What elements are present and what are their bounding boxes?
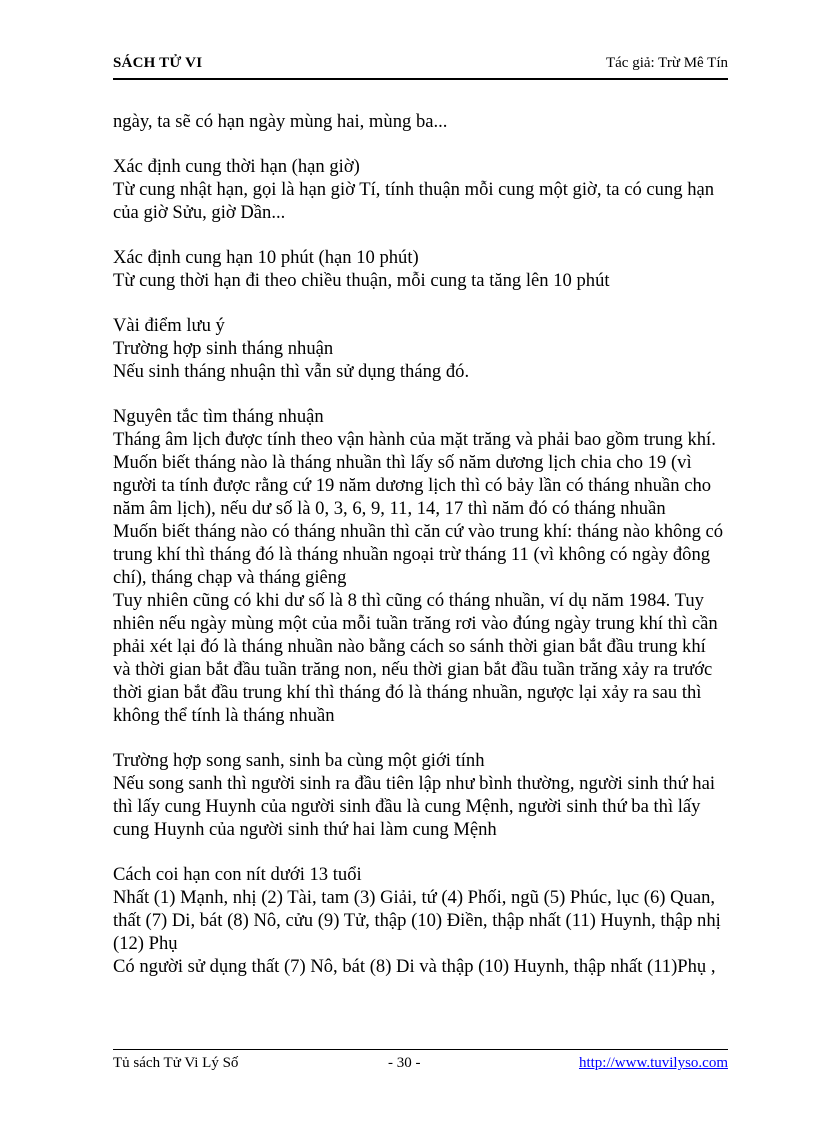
text-line: Từ cung nhật hạn, gọi là hạn giờ Tí, tính thuận mỗi cung một giờ, ta có cung hạn: [113, 179, 715, 200]
website-link[interactable]: http://www.tuvilyso.com: [578, 1055, 728, 1071]
text-line: thì lấy cung Huynh của người sinh đầu là cung Mệnh, người sinh thứ ba thì lấy: [113, 796, 701, 817]
paragraph-children-fortune: [113, 863, 731, 978]
paragraph-hour-period: [113, 155, 731, 224]
text-line: Nếu song sanh thì người sinh ra đầu tiên lập như bình thường, người sinh thứ hai: [113, 773, 716, 794]
page-header: [113, 50, 728, 80]
text-line: (12) Phụ: [113, 933, 178, 954]
section-heading: Nguyên tắc tìm tháng nhuận: [113, 406, 324, 427]
text-line: Tuy nhiên cũng có khi dư số là 8 thì cũng có tháng nhuần, ví dụ năm 1984. Tuy: [113, 590, 704, 611]
text-line: ngày, ta sẽ có hạn ngày mùng hai, mùng ba...: [113, 111, 448, 132]
text-line: phải xét lại đó là tháng nhuần nào bằng cách so sánh thời gian bắt đầu trung khí: [113, 636, 706, 657]
paragraph-ten-minute-period: [113, 246, 731, 292]
text-line: không thể tính là tháng nhuần: [113, 705, 335, 726]
text-line: cung Huynh của người sinh thứ hai làm cung Mệnh: [113, 819, 497, 840]
text-line: và thời gian bắt đầu tuần trăng non, nếu thời gian bắt đầu tuần trăng xảy ra trước: [113, 659, 713, 680]
text-line: Tháng âm lịch được tính theo vận hành của mặt trăng và phải bao gồm trung khí.: [113, 429, 716, 450]
series-name: Tủ sách Tử Vi Lý Số: [113, 1055, 239, 1071]
text-line: thời gian bắt đầu trung khí thì tháng đó là tháng nhuần, ngược lại xảy ra sau thì: [113, 682, 702, 703]
book-title: SÁCH TỬ VI: [113, 55, 203, 71]
text-line: người ta tính được rằng cứ 19 năm dương lịch thì có bảy lần có tháng nhuần cho: [113, 475, 712, 496]
text-line: của giờ Sửu, giờ Dần...: [113, 202, 286, 223]
page-body: [113, 110, 731, 978]
paragraph-leap-month-rules: [113, 405, 731, 727]
paragraph-notes: [113, 314, 731, 383]
paragraph-twins: [113, 749, 731, 841]
text-line: thất (7) Di, bát (8) Nô, cửu (9) Tử, thập (10) Điền, thập nhất (11) Huynh, thập nhị: [113, 910, 721, 931]
text-line: nhiên nếu ngày mùng một của mỗi tuần trăng rơi vào đúng ngày trung khí thì cần: [113, 613, 718, 634]
page-footer: [113, 1049, 728, 1076]
page-number: - 30 -: [388, 1055, 421, 1071]
section-heading: Xác định cung thời hạn (hạn giờ): [113, 156, 360, 177]
text-line: Muốn biết tháng nào có tháng nhuần thì căn cứ vào trung khí: tháng nào không có: [113, 521, 724, 542]
section-heading: Trường hợp song sanh, sinh ba cùng một giới tính: [113, 750, 485, 771]
text-line: Có người sử dụng thất (7) Nô, bát (8) Di và thập (10) Huynh, thập nhất (11)Phụ ,: [113, 956, 716, 977]
section-subheading: Trường hợp sinh tháng nhuận: [113, 338, 334, 359]
text-line: năm âm lịch), nếu dư số là 0, 3, 6, 9, 11, 14, 17 thì năm đó có tháng nhuần: [113, 498, 666, 519]
text-line: Từ cung thời hạn đi theo chiều thuận, mỗi cung ta tăng lên 10 phút: [113, 270, 610, 291]
author-credit: Tác giả: Trừ Mê Tín: [605, 55, 728, 71]
text-line: chí), tháng chạp và tháng giêng: [113, 567, 347, 588]
section-heading: Vài điểm lưu ý: [113, 315, 225, 336]
section-heading: Cách coi hạn con nít dưới 13 tuổi: [113, 864, 362, 885]
paragraph-continuation: [113, 110, 731, 133]
text-line: Nếu sinh tháng nhuận thì vẫn sử dụng tháng đó.: [113, 361, 470, 382]
text-line: Nhất (1) Mạnh, nhị (2) Tài, tam (3) Giải, tứ (4) Phối, ngũ (5) Phúc, lục (6) Quan,: [113, 887, 716, 908]
section-heading: Xác định cung hạn 10 phút (hạn 10 phút): [113, 247, 419, 268]
text-line: Muốn biết tháng nào là tháng nhuần thì lấy số năm dương lịch chia cho 19 (vì: [113, 452, 692, 473]
text-line: trung khí thì tháng đó là tháng nhuần ngoại trừ tháng 11 (vì không có ngày đông: [113, 544, 711, 565]
